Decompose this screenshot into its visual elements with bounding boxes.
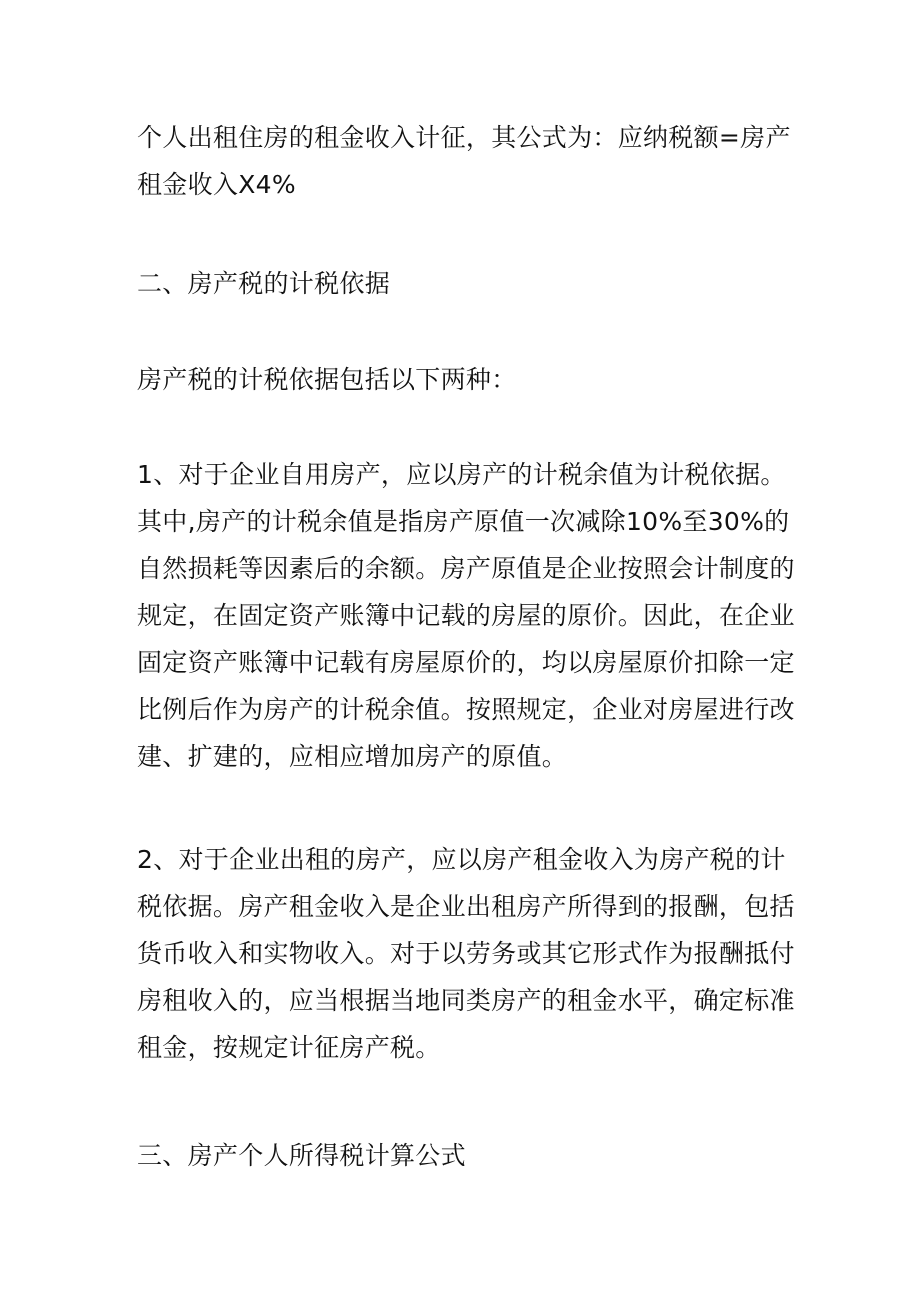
paragraph-self-use-property: 1、对于企业自用房产，应以房产的计税余值为计税依据。其中,房产的计税余值是指房产原值一次减除10%至30%的自然损耗等因素后的余额。房产原值是企业按照会计制度的规定，在固定资产账簿中记载的房屋的原价。因此，在企业固定资产账簿中记载有房屋原价的，均以房屋原价扣除一定比例后作为房产的计税余值。按照规定，企业对房屋进行改建、扩建的，应相应增加房产的原值。 bbox=[137, 460, 795, 771]
section-heading-income-tax-formula: 三、房产个人所得税计算公式 bbox=[137, 1141, 466, 1170]
paragraph-rental-formula: 个人出租住房的租金收入计征，其公式为：应纳税额=房产租金收入X4% bbox=[137, 123, 791, 199]
paragraph-tax-basis-intro: 房产税的计税依据包括以下两种： bbox=[137, 365, 517, 394]
section-heading-tax-basis: 二、房产税的计税依据 bbox=[137, 269, 391, 298]
paragraph-rented-property: 2、对于企业出租的房产，应以房产租金收入为房产税的计税依据。房产租金收入是企业出租房产所得到的报酬，包括货币收入和实物收入。对于以劳务或其它形式作为报酬抵付房租收入的，应当根据当地同类房产的租金水平，确定标准租金，按规定计征房产税。 bbox=[137, 845, 795, 1062]
